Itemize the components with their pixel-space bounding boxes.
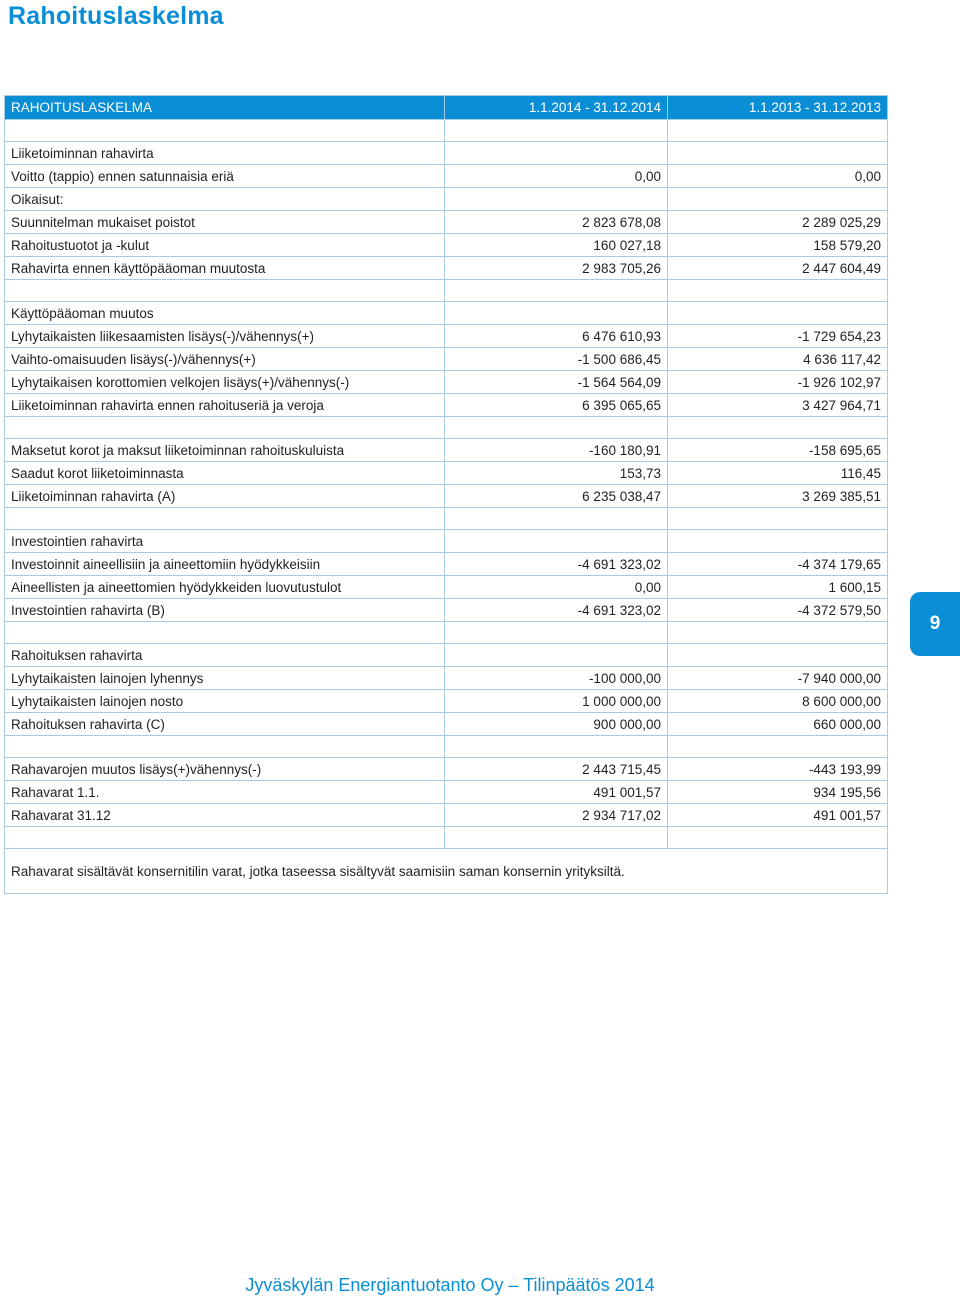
row-label: Lyhytaikaisten lainojen lyhennys [5,667,445,690]
empty-cell [445,417,668,439]
value-previous: 3 427 964,71 [668,394,888,417]
note-text: Rahavarat sisältävät konsernitilin varat, jotka taseessa sisältyvät saamisiin saman konsernin yrityksiltä. [5,849,888,894]
value-previous: 4 636 117,42 [668,348,888,371]
row-label: Rahavirta ennen käyttöpääoman muutosta [5,257,445,280]
header-period-previous: 1.1.2013 - 31.12.2013 [668,96,888,120]
value-current: -160 180,91 [445,439,668,462]
empty-cell [668,827,888,849]
header-row [5,96,888,120]
table-row [5,758,888,781]
table-row [5,165,888,188]
row-label: Maksetut korot ja maksut liiketoiminnan rahoituskuluista [5,439,445,462]
table-row [5,690,888,713]
value-current: 491 001,57 [445,781,668,804]
row-label: Investointien rahavirta (B) [5,599,445,622]
value-previous: -443 193,99 [668,758,888,781]
header-period-current: 1.1.2014 - 31.12.2014 [445,96,668,120]
empty-cell [5,827,445,849]
table-row [5,599,888,622]
value-current: 6 235 038,47 [445,485,668,508]
page-title: Rahoituslaskelma [8,2,224,30]
row-label: Oikaisut: [5,188,445,211]
row-label: Lyhytaikaisen korottomien velkojen lisäys(+)/vähennys(-) [5,371,445,394]
value-current: 900 000,00 [445,713,668,736]
row-label: Lyhytaikaisten liikesaamisten lisäys(-)/vähennys(+) [5,325,445,348]
value-previous [668,142,888,165]
value-current [445,142,668,165]
row-label: Lyhytaikaisten lainojen nosto [5,690,445,713]
table-row [5,211,888,234]
value-current: -1 564 564,09 [445,371,668,394]
table-row [5,713,888,736]
row-label: Rahoitustuotot ja -kulut [5,234,445,257]
value-current: -4 691 323,02 [445,553,668,576]
empty-cell [5,736,445,758]
empty-cell [5,120,445,142]
empty-cell [668,120,888,142]
value-current: 2 443 715,45 [445,758,668,781]
table-row [5,188,888,211]
value-current [445,188,668,211]
empty-cell [668,508,888,530]
value-current: 0,00 [445,576,668,599]
empty-cell [5,622,445,644]
row-label: Liiketoiminnan rahavirta ennen rahoituseriä ja veroja [5,394,445,417]
value-previous: -4 374 179,65 [668,553,888,576]
empty-cell [445,280,668,302]
empty-cell [668,622,888,644]
value-previous: -1 729 654,23 [668,325,888,348]
empty-cell [445,736,668,758]
value-current: 6 395 065,65 [445,394,668,417]
value-current: 0,00 [445,165,668,188]
row-label: Rahoituksen rahavirta [5,644,445,667]
value-previous: 491 001,57 [668,804,888,827]
table-row [5,781,888,804]
empty-cell [5,280,445,302]
page-footer: Jyväskylän Energiantuotanto Oy – Tilinpäätös 2014 [245,1275,655,1295]
value-current: 6 476 610,93 [445,325,668,348]
table-row [5,257,888,280]
value-previous: 2 289 025,29 [668,211,888,234]
value-previous [668,530,888,553]
spacer-row [5,280,888,302]
row-label: Voitto (tappio) ennen satunnaisia eriä [5,165,445,188]
value-previous: 158 579,20 [668,234,888,257]
value-current: 153,73 [445,462,668,485]
value-previous [668,644,888,667]
table-row [5,644,888,667]
empty-cell [668,736,888,758]
row-label: Aineellisten ja aineettomien hyödykkeiden luovutustulot [5,576,445,599]
empty-cell [5,417,445,439]
empty-cell [445,508,668,530]
value-current: 2 934 717,02 [445,804,668,827]
table-row [5,485,888,508]
row-label: Rahavarat 1.1. [5,781,445,804]
value-current: 1 000 000,00 [445,690,668,713]
table-row [5,394,888,417]
table-header [5,96,888,120]
value-previous: 8 600 000,00 [668,690,888,713]
spacer-row [5,417,888,439]
note-row [5,849,888,894]
spacer-row [5,120,888,142]
empty-cell [5,508,445,530]
table-row [5,553,888,576]
header-label: RAHOITUSLASKELMA [5,96,445,120]
empty-cell [445,827,668,849]
row-label: Käyttöpääoman muutos [5,302,445,325]
table-row [5,530,888,553]
value-previous: -158 695,65 [668,439,888,462]
table-row [5,348,888,371]
row-label: Investoinnit aineellisiin ja aineettomiin hyödykkeisiin [5,553,445,576]
empty-cell [445,120,668,142]
spacer-row [5,622,888,644]
value-previous: -1 926 102,97 [668,371,888,394]
table-row [5,142,888,165]
empty-cell [668,417,888,439]
row-label: Suunnitelman mukaiset poistot [5,211,445,234]
value-previous [668,302,888,325]
row-label: Investointien rahavirta [5,530,445,553]
empty-cell [445,622,668,644]
value-current: 160 027,18 [445,234,668,257]
table-row [5,576,888,599]
value-current: -1 500 686,45 [445,348,668,371]
row-label: Liiketoiminnan rahavirta (A) [5,485,445,508]
row-label: Rahavarat 31.12 [5,804,445,827]
row-label: Saadut korot liiketoiminnasta [5,462,445,485]
table-row [5,667,888,690]
spacer-row [5,736,888,758]
value-current [445,530,668,553]
value-current: 2 823 678,08 [445,211,668,234]
cash-flow-statement-table [4,95,888,894]
value-previous: 934 195,56 [668,781,888,804]
value-previous [668,188,888,211]
value-current: 2 983 705,26 [445,257,668,280]
value-current [445,644,668,667]
value-previous: 0,00 [668,165,888,188]
table-row [5,302,888,325]
value-previous: 660 000,00 [668,713,888,736]
table-row [5,234,888,257]
table-row [5,462,888,485]
value-previous: -7 940 000,00 [668,667,888,690]
value-previous: -4 372 579,50 [668,599,888,622]
value-current: -100 000,00 [445,667,668,690]
row-label: Rahavarojen muutos lisäys(+)vähennys(-) [5,758,445,781]
value-previous: 2 447 604,49 [668,257,888,280]
value-current: -4 691 323,02 [445,599,668,622]
empty-cell [668,280,888,302]
table-row [5,439,888,462]
value-current [445,302,668,325]
row-label: Liiketoiminnan rahavirta [5,142,445,165]
table-row [5,804,888,827]
table-row [5,325,888,348]
spacer-row [5,827,888,849]
value-previous: 116,45 [668,462,888,485]
spacer-row [5,508,888,530]
row-label: Rahoituksen rahavirta (C) [5,713,445,736]
page-number-tab: 9 [910,592,960,656]
value-previous: 1 600,15 [668,576,888,599]
table-row [5,371,888,394]
table-body [5,120,888,894]
value-previous: 3 269 385,51 [668,485,888,508]
row-label: Vaihto-omaisuuden lisäys(-)/vähennys(+) [5,348,445,371]
